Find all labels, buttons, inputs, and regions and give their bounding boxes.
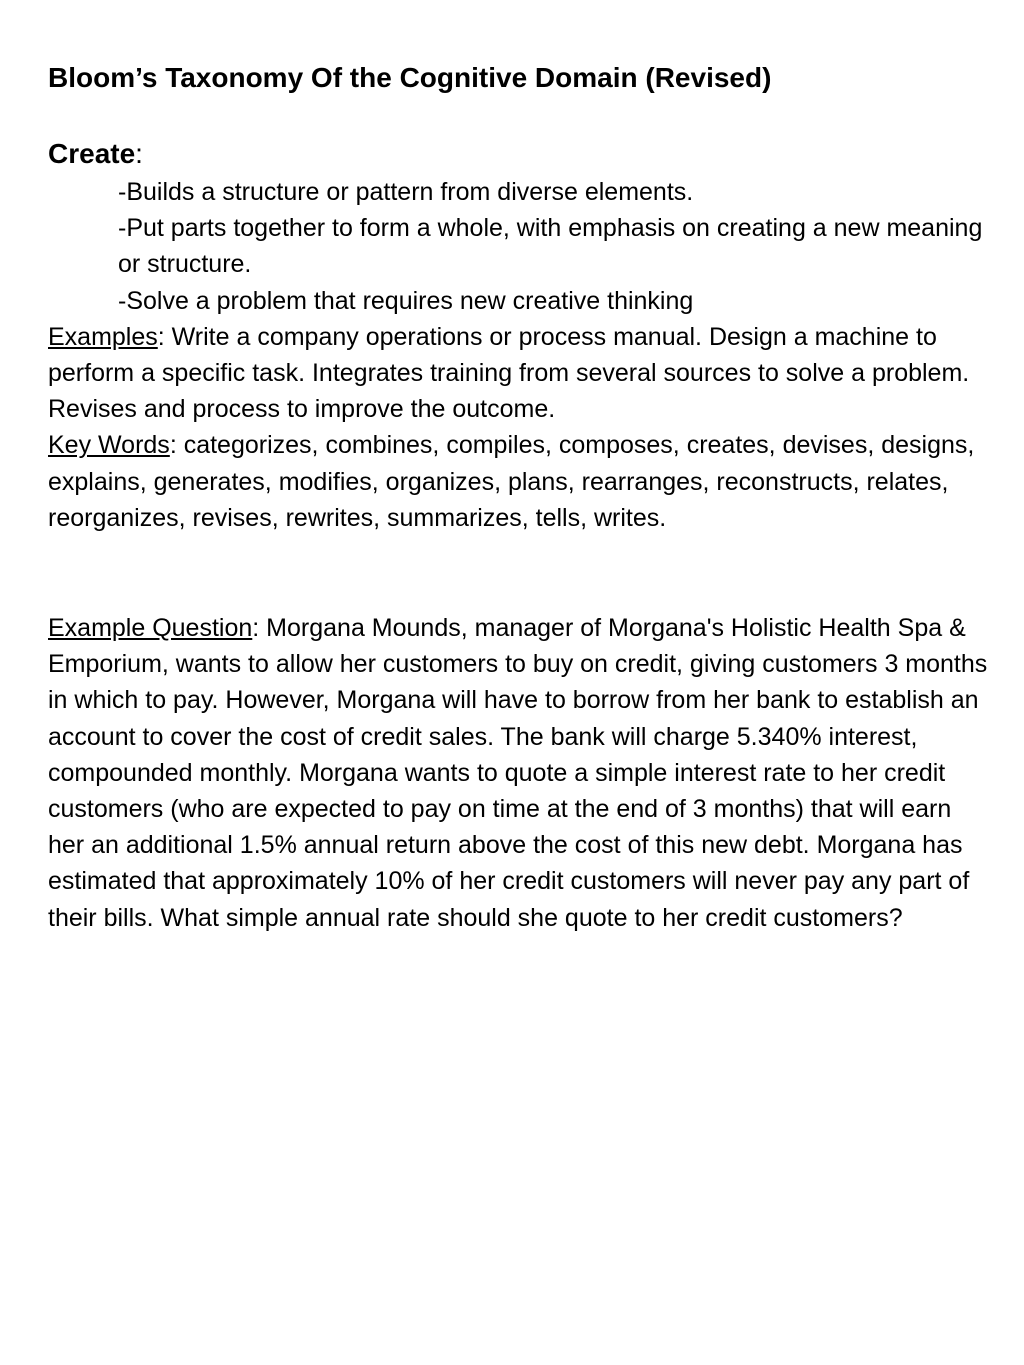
key-words-text: : categorizes, combines, compiles, composes, creates, devises, designs, explains, generates, modifies, organizes, plans, rearranges, reconstructs, relates, reorganizes, revises, rewrites, summarizes, tells, writes.: [48, 431, 975, 532]
section-spacer: [48, 536, 988, 610]
examples-text: : Write a company operations or process manual. Design a machine to perform a specific task. Integrates training from several sources to solve a problem. Revises and process to improve the outcome.: [48, 322, 970, 424]
create-colon: :: [135, 138, 143, 169]
create-bullet-list: [48, 174, 988, 319]
create-heading: [48, 134, 988, 174]
create-bullet-1: -Builds a structure or pattern from diverse elements.: [118, 178, 694, 206]
document-page: [48, 58, 988, 936]
key-words-paragraph: [48, 427, 988, 536]
example-question-label: Example Question: [48, 614, 253, 643]
example-question-paragraph: [48, 610, 988, 936]
page-title: Bloom’s Taxonomy Of the Cognitive Domain (Revised): [48, 62, 772, 93]
create-label: Create: [48, 138, 136, 169]
examples-label: Examples: [48, 322, 158, 351]
examples-paragraph: [48, 319, 988, 428]
example-question-text: : Morgana Mounds, manager of Morgana's Holistic Health Spa & Emporium, wants to allow her customers to buy on credit, giving customers 3 months in which to pay. However, Morgana will have to borrow from her bank to establish an account to cover the cost of credit sales. The bank will charge 5.340% interest, compounded monthly. Morgana wants to quote a simple interest rate to her credit customers (who are expected to pay on time at the end of 3 months) that will earn her an additional 1.5% annual return above the cost of this new debt. Morgana has estimated that approximately 10% of her credit customers will never pay any part of their bills. What simple annual rate should she quote to her credit customers?: [48, 614, 988, 932]
create-bullet-2: -Put parts together to form a whole, with emphasis on creating a new meaning or structure.: [118, 214, 983, 279]
create-bullet-3: -Solve a problem that requires new creative thinking: [118, 286, 694, 315]
key-words-label: Key Words: [48, 431, 170, 460]
